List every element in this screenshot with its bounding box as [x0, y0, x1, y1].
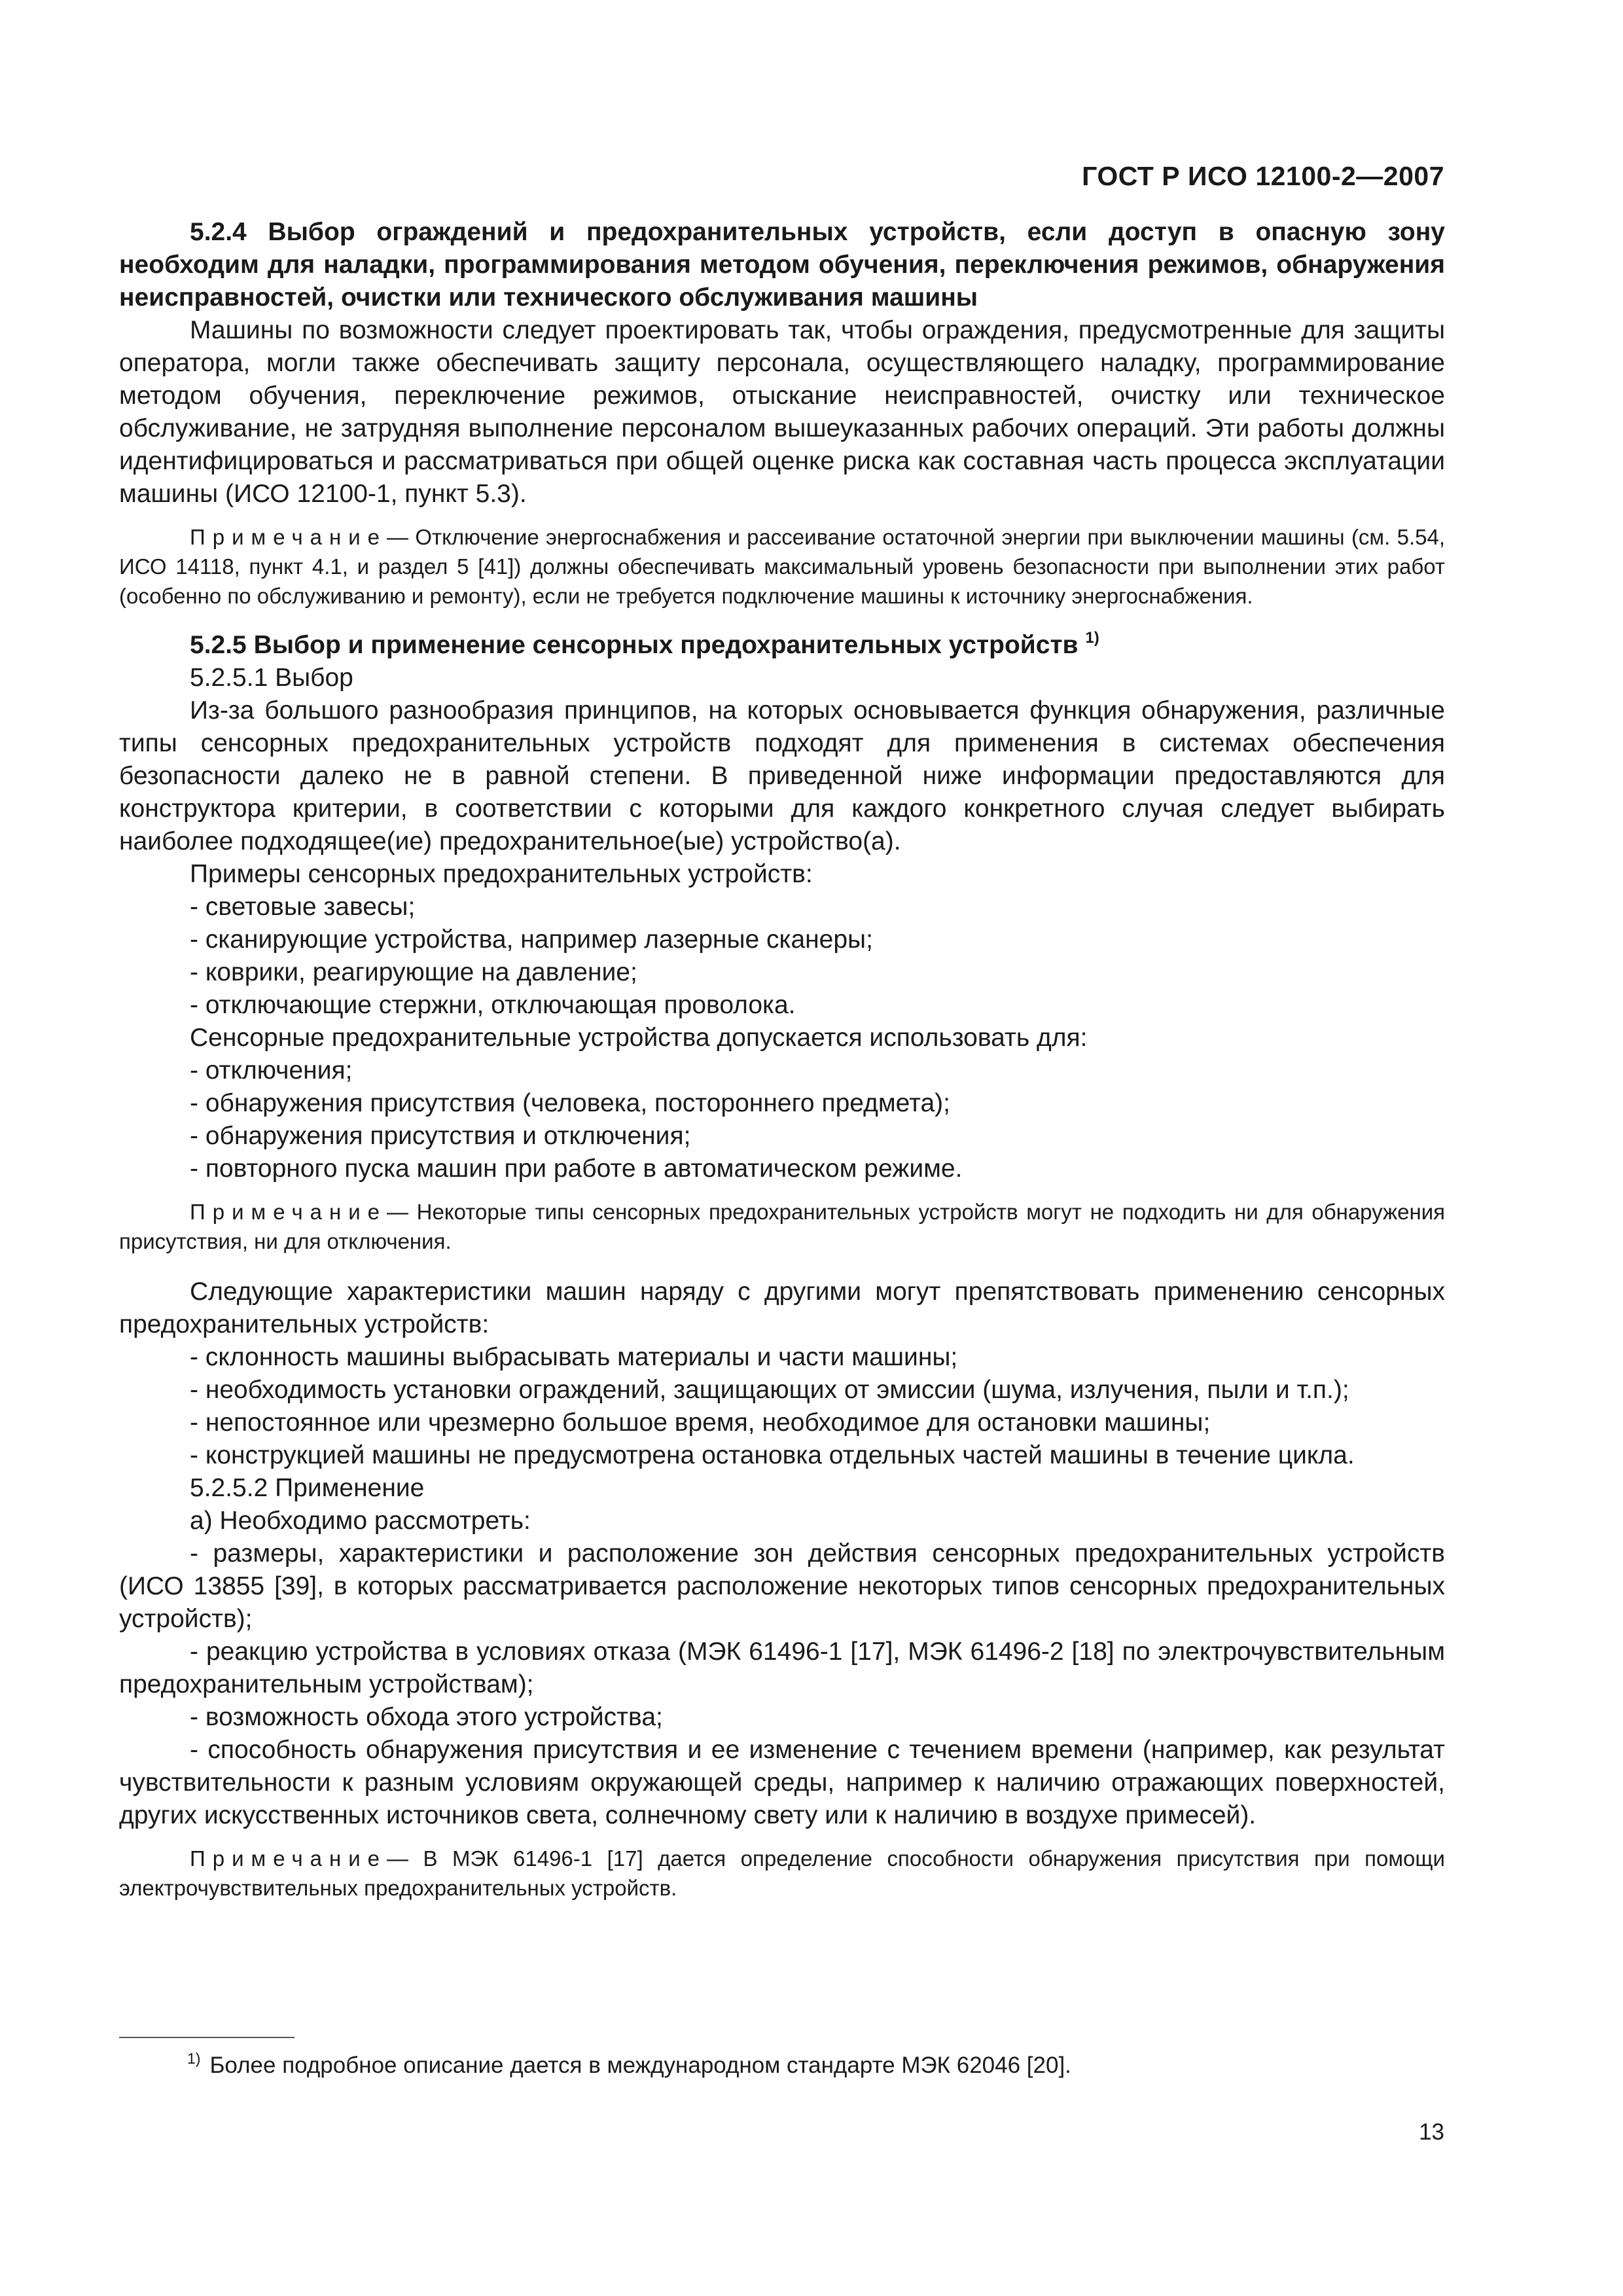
footnote-mark: 1) [187, 2050, 201, 2067]
list-item: - обнаружения присутствия (человека, постороннего предмета); [190, 1089, 951, 1117]
list-item: - размеры, характеристики и расположение зон действия сенсорных предохранительных устройств (ИСО 13855 [39], в которых рассматривается расположение некоторых типов сенсорных предохранительных устройств); [119, 1539, 1445, 1633]
page-number: 13 [1419, 2119, 1444, 2145]
paragraph: Примеры сенсорных предохранительных устройств: [190, 860, 813, 888]
document-body [119, 216, 1445, 1903]
subsection-heading-5-2-5-1: 5.2.5.1 Выбор [190, 664, 353, 692]
section-heading-text: 5.2.5 Выбор и применение сенсорных предохранительных устройств [190, 631, 1079, 659]
note-text: — Некоторые типы сенсорных предохранительных устройств могут не подходить ни для обнаружения присутствия, ни для отключения. [119, 1200, 1445, 1253]
note-text: — Отключение энергоснабжения и рассеивание остаточной энергии при выключении машины (см. 5.54, ИСО 14118, пункт 4.1, и раздел 5 [41]) должны обеспечивать максимальный уровень безопасности при выполнении этих работ (особенно по обслуживанию и ремонту), если не требуется подключение машины к источнику энергоснабжения. [119, 525, 1445, 608]
section-heading-5-2-4: 5.2.4 Выбор ограждений и предохранительных устройств, если доступ в опасную зону необходим для наладки, программирования методом обучения, переключения режимов, обнаружения неисправностей, очистки или технического обслуживания машины [119, 218, 1445, 312]
document-header: ГОСТ Р ИСО 12100-2—2007 [1082, 161, 1444, 191]
footnote-reference: 1) [1085, 629, 1099, 647]
note-label: Примечание [190, 525, 387, 549]
note-text: — В МЭК 61496-1 [17] дается определение способности обнаружения присутствия при помощи электрочувствительных предохранительных устройств. [119, 1846, 1445, 1900]
list-item: - конструкцией машины не предусмотрена остановка отдельных частей машины в течение цикла. [190, 1441, 1355, 1469]
paragraph: Машины по возможности следует проектировать так, чтобы ограждения, предусмотренные для защиты оператора, могли также обеспечивать защиту персонала, осуществляющего наладку, программирование методом обучения, переключение режимов, отыскание неисправностей, очистку или техническое обслуживание, не затрудняя выполнение персоналом вышеуказанных рабочих операций. Эти работы должны идентифицироваться и рассматриваться при общей оценке риска как составная часть процесса эксплуатации машины (ИСО 12100-1, пункт 5.3). [119, 316, 1445, 508]
list-item: - реакцию устройства в условиях отказа (МЭК 61496-1 [17], МЭК 61496-2 [18] по электрочувствительным предохранительным устройствам); [119, 1638, 1445, 1698]
list-item: - склонность машины выбрасывать материалы и части машины; [190, 1343, 958, 1371]
footnote-separator [119, 2037, 294, 2038]
list-item: - способность обнаружения присутствия и ее изменение с течением времени (например, как результат чувствительности к разным условиям окружающей среды, например к наличию отражающих поверхностей, других искусственных источников света, солнечному свету или к наличию в воздухе примесей). [119, 1736, 1445, 1829]
list-item: - обнаружения присутствия и отключения; [190, 1122, 691, 1150]
list-item: - световые завесы; [190, 893, 416, 921]
section-heading-5-2-5 [119, 629, 1445, 662]
list-item: - необходимость установки ограждений, защищающих от эмиссии (шума, излучения, пыли и т.п.); [190, 1376, 1349, 1404]
list-item: - коврики, реагирующие на давление; [190, 958, 637, 986]
subsection-heading-5-2-5-2: 5.2.5.2 Применение [190, 1474, 425, 1502]
note-paragraph [119, 1844, 1445, 1903]
paragraph: Сенсорные предохранительные устройства допускается использовать для: [190, 1024, 1088, 1052]
note-paragraph [119, 1197, 1445, 1256]
note-paragraph [119, 522, 1445, 611]
paragraph: Следующие характеристики машин наряду с другими могут препятствовать применению сенсорных предохранительных устройств: [119, 1278, 1445, 1338]
paragraph: Из-за большого разнообразия принципов, на которых основывается функция обнаружения, различные типы сенсорных предохранительных устройств подходят для применения в системах обеспечения безопасности далеко не в равной степени. В приведенной ниже информации предоставляются для конструктора критерии, в соответствии с которыми для каждого конкретного случая следует выбирать наиболее подходящее(ие) предохранительное(ые) устройство(а). [119, 696, 1445, 855]
note-label: Примечание [190, 1846, 387, 1871]
footnote-text: Более подробное описание дается в международном стандарте МЭК 62046 [20]. [209, 2053, 1071, 2078]
note-label: Примечание [190, 1200, 387, 1224]
list-item: а) Необходимо рассмотреть: [190, 1507, 531, 1535]
footnote [119, 2051, 1445, 2081]
list-item: - сканирующие устройства, например лазерные сканеры; [190, 925, 873, 954]
list-item: - отключения; [190, 1056, 353, 1085]
list-item: - возможность обхода этого устройства; [190, 1703, 663, 1731]
list-item: - отключающие стержни, отключающая проволока. [190, 991, 796, 1019]
list-item: - непостоянное или чрезмерно большое время, необходимое для остановки машины; [190, 1408, 1211, 1437]
list-item: - повторного пуска машин при работе в автоматическом режиме. [190, 1155, 963, 1183]
